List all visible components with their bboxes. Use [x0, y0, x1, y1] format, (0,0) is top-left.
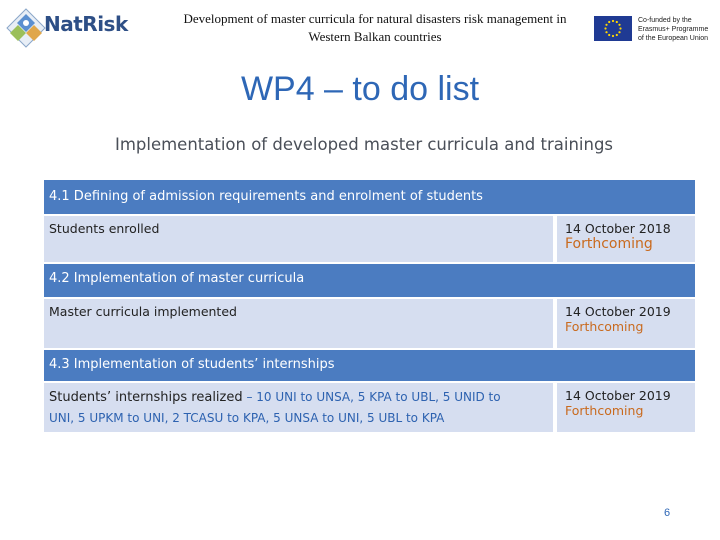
- table-row-item: [44, 299, 553, 348]
- table-row-date: [557, 383, 695, 432]
- project-title: [160, 10, 590, 46]
- section-header-4-1: 4.1 Defining of admission requirements and enrolment of students: [44, 180, 695, 214]
- eu-text-line2: Erasmus+ Programme: [638, 26, 709, 33]
- item-date: 14 October 2019: [565, 304, 671, 319]
- eu-erasmus-logo: [594, 16, 714, 42]
- status-badge: Forthcoming: [565, 236, 653, 252]
- item-date: 14 October 2019: [565, 388, 671, 403]
- table-row-date: [557, 299, 695, 348]
- item-label: Master curricula implemented: [49, 304, 237, 319]
- logo-text: NatRisk: [44, 12, 128, 36]
- table-row-item: [44, 216, 553, 262]
- project-title-line1: Development of master curricula for natural disasters risk management in: [183, 11, 567, 26]
- eu-text-line1: Co-funded by the: [638, 17, 692, 24]
- eu-text-line3: of the European Union: [638, 35, 709, 42]
- page-number: 6: [664, 507, 671, 519]
- item-label: Students’ internships realized: [49, 390, 243, 405]
- slide-title: WP4 – to do list: [240, 70, 480, 108]
- table-row-date: [557, 216, 695, 262]
- slide-subtitle: Implementation of developed master curricula and trainings: [114, 135, 614, 154]
- item-label: Students enrolled: [49, 221, 160, 236]
- status-badge: Forthcoming: [565, 319, 644, 334]
- item-date: 14 October 2018: [565, 221, 671, 236]
- item-detail-line2: UNI, 5 UPKM to UNI, 2 TCASU to KPA, 5 UNSA to UNI, 5 UBL to KPA: [49, 411, 445, 425]
- item-detail-line1: – 10 UNI to UNSA, 5 KPA to UBL, 5 UNID to: [242, 390, 501, 404]
- project-title-line2: Western Balkan countries: [308, 29, 442, 44]
- section-header-4-3: 4.3 Implementation of students’ internships: [44, 350, 695, 381]
- natrisk-logo: [6, 6, 128, 46]
- natrisk-logo-icon: [6, 8, 46, 48]
- eu-flag-icon: [594, 16, 632, 41]
- eu-text: [638, 16, 716, 43]
- status-badge: Forthcoming: [565, 403, 644, 418]
- section-header-4-2: 4.2 Implementation of master curricula: [44, 264, 695, 297]
- table-row-item: [44, 383, 553, 432]
